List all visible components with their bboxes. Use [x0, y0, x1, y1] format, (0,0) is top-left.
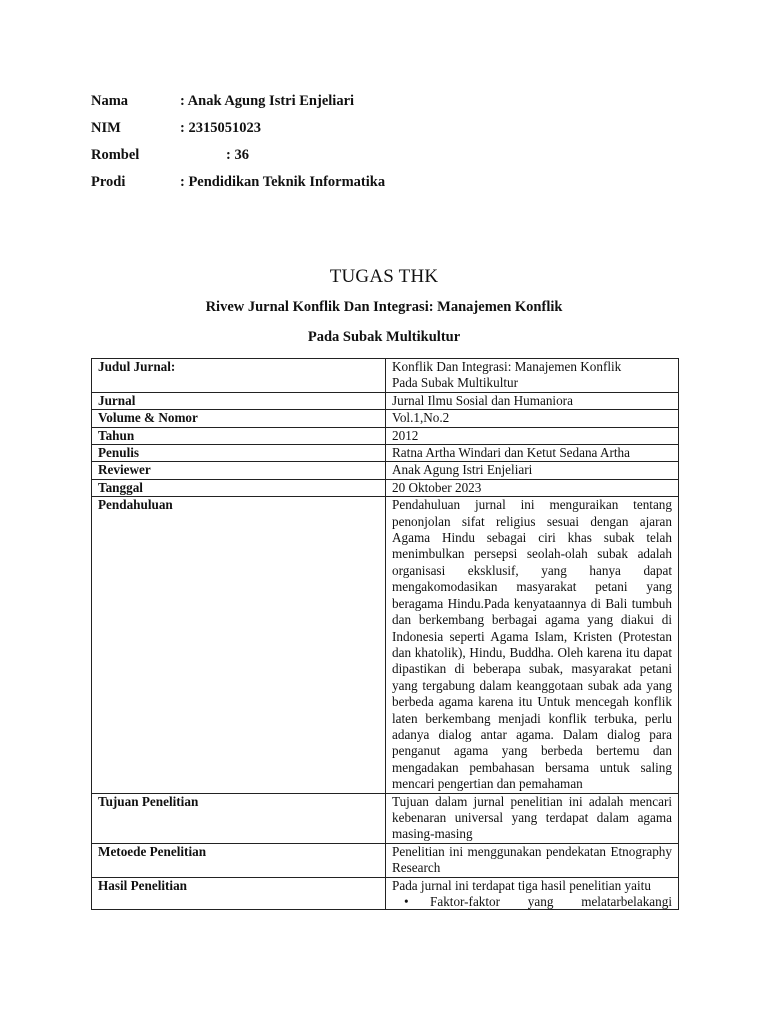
- tanggal-value: 20 Oktober 2023: [386, 479, 679, 496]
- nama-value: : Anak Agung Istri Enjeliari: [180, 93, 355, 109]
- hasil-intro: Pada jurnal ini terdapat tiga hasil penelitian yaitu: [392, 877, 651, 893]
- identity-row-nim: [91, 119, 491, 146]
- penulis-value: Ratna Artha Windari dan Ketut Sedana Artha: [386, 445, 679, 462]
- volume-label: Volume & Nomor: [92, 410, 386, 427]
- nim-label: NIM: [91, 120, 121, 136]
- document-subtitle-line-1: Rivew Jurnal Konflik Dan Integrasi: Manajemen Konflik: [205, 299, 563, 315]
- hasil-cell: [386, 877, 679, 909]
- review-table: [91, 358, 679, 910]
- tanggal-label: Tanggal: [92, 479, 386, 496]
- table-row-reviewer: [92, 462, 679, 479]
- student-identity: [91, 92, 491, 200]
- table-row-judul: [92, 359, 679, 393]
- hasil-bullet-item: [392, 894, 672, 909]
- table-row-pendahuluan: [92, 497, 679, 793]
- nim-value: : 2315051023: [180, 120, 261, 136]
- table-row-jurnal: [92, 392, 679, 409]
- document-subtitle-line-2: Pada Subak Multikultur: [307, 329, 461, 345]
- table-row-tahun: [92, 427, 679, 444]
- pendahuluan-value: Pendahuluan jurnal ini menguraikan tentang penonjolan sifat religius sesuai dengan ajaran Agama Hindu sebagai ciri khas subak telah menimbulkan persepsi seolah-olah subak adalah organisasi eksklusif, yang hanya dapat mengakomodasikan masyarakat petani yang beragama Hindu.Pada kenyataannya di Bali tumbuh dan berkembang berbagai agama yang diakui di Indonesia seperti Agama Islam, Kristen (Protestan dan khatolik), Hindu, Buddha. Oleh karena itu dapat dipastikan di beberapa subak, masyarakat petani yang tergabung dalam keanggotaan subak ada yang berbeda agama karena itu Untuk mencegah konflik laten berkembang menjadi konflik terbuka, perlu adanya dialog antar agama. Dalam dialog para penganut agama yang berbeda bertemu dan mengadakan pembahasan bersama untuk saling mencari pengertian dan pemahaman: [386, 497, 679, 793]
- rombel-label: Rombel: [91, 147, 140, 163]
- table-row-tanggal: [92, 479, 679, 496]
- identity-row-nama: [91, 92, 491, 119]
- tahun-value: 2012: [386, 427, 679, 444]
- table-row-penulis: [92, 445, 679, 462]
- metode-value: Penelitian ini menggunakan pendekatan Etnography Research: [386, 843, 679, 877]
- tahun-label: Tahun: [92, 427, 386, 444]
- rombel-value: : 36: [226, 147, 249, 163]
- prodi-value: : Pendidikan Teknik Informatika: [180, 174, 386, 190]
- bullet-icon: •: [404, 894, 409, 909]
- volume-value: Vol.1,No.2: [386, 410, 679, 427]
- prodi-label: Prodi: [91, 174, 126, 190]
- judul-label: Judul Jurnal:: [92, 359, 386, 393]
- identity-row-rombel: [91, 146, 491, 173]
- reviewer-value: Anak Agung Istri Enjeliari: [386, 462, 679, 479]
- document-title: TUGAS THK: [329, 266, 439, 287]
- jurnal-label: Jurnal: [92, 392, 386, 409]
- pendahuluan-label: Pendahuluan: [92, 497, 386, 793]
- metode-label: Metoede Penelitian: [92, 843, 386, 877]
- penulis-label: Penulis: [92, 445, 386, 462]
- hasil-content: [392, 878, 672, 909]
- judul-value: Konflik Dan Integrasi: Manajemen Konflik Pada Subak Multikultur: [386, 359, 679, 393]
- reviewer-label: Reviewer: [92, 462, 386, 479]
- tujuan-value: Tujuan dalam jurnal penelitian ini adalah mencari kebenaran universal yang terdapat dalam agama masing-masing: [386, 793, 679, 843]
- tujuan-label: Tujuan Penelitian: [92, 793, 386, 843]
- table-row-hasil: [92, 877, 679, 909]
- jurnal-value: Jurnal Ilmu Sosial dan Humaniora: [386, 392, 679, 409]
- hasil-label: Hasil Penelitian: [92, 877, 386, 909]
- identity-row-prodi: [91, 173, 491, 200]
- hasil-bullet-text: Faktor-faktor yang melatarbelakangi: [430, 894, 672, 909]
- table-row-volume: [92, 410, 679, 427]
- table-row-tujuan: [92, 793, 679, 843]
- table-row-metode: [92, 843, 679, 877]
- nama-label: Nama: [91, 93, 129, 109]
